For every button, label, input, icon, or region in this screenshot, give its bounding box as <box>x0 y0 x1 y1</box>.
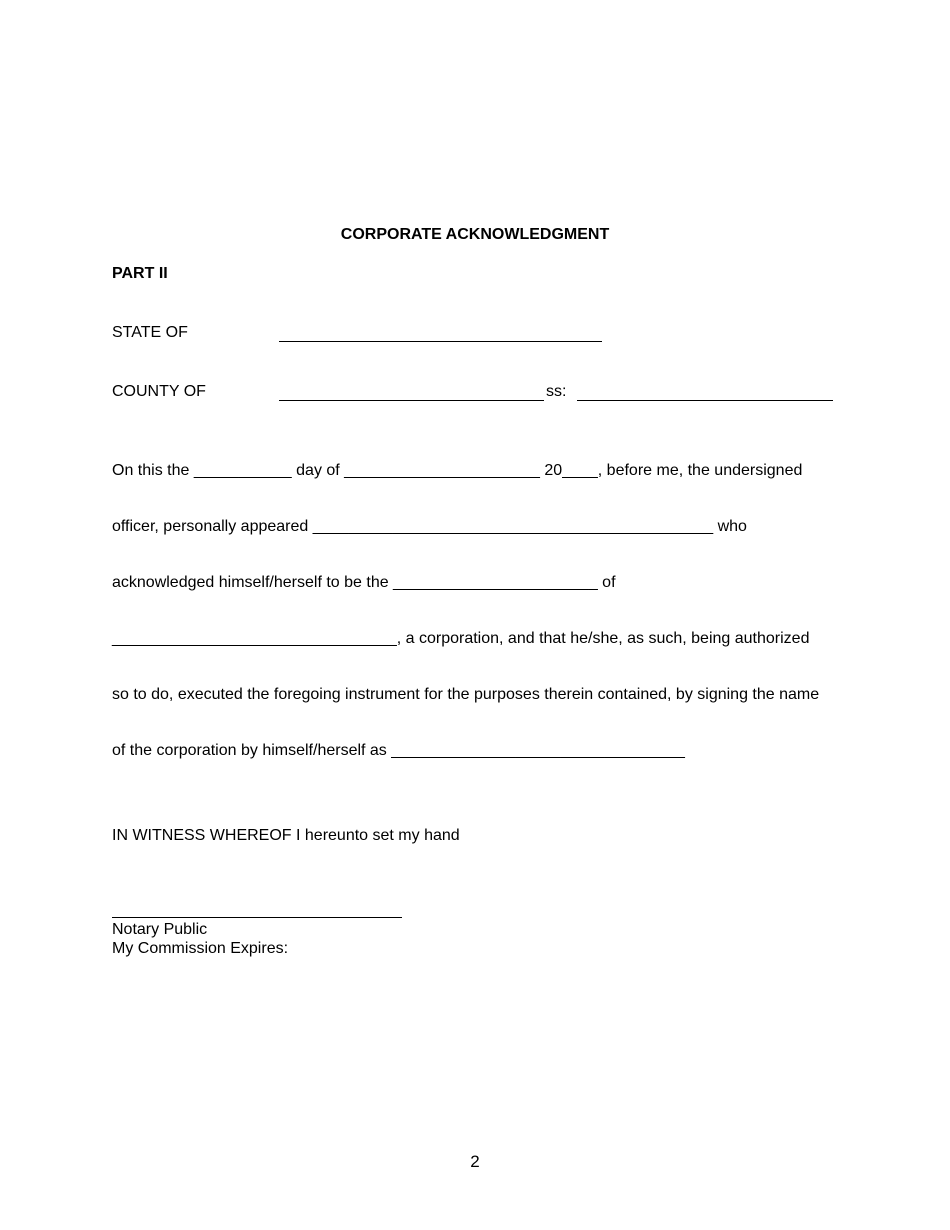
acknowledgment-line-3: acknowledged himself/herself to be the _______________________ of <box>112 574 616 591</box>
notary-label: Notary Public <box>112 921 208 938</box>
witness-statement: IN WITNESS WHEREOF I hereunto set my hand <box>112 827 460 844</box>
acknowledgment-line-2: officer, personally appeared _____________________________________________ who <box>112 518 747 535</box>
part-heading: PART II <box>112 265 168 282</box>
acknowledgment-line-6: of the corporation by himself/herself as _________________________________ <box>112 742 685 759</box>
page-number: 2 <box>470 1152 480 1171</box>
county-label: COUNTY OF <box>112 383 206 400</box>
acknowledgment-line-4: ________________________________, a corporation, and that he/she, as such, being authorized <box>112 630 810 647</box>
county-blank[interactable] <box>279 400 544 401</box>
commission-expires-label: My Commission Expires: <box>112 940 289 957</box>
notary-signature-line[interactable] <box>112 917 402 918</box>
acknowledgment-line-1: On this the ___________ day of ______________________ 20____, before me, the undersigned <box>112 462 803 479</box>
ss-blank[interactable] <box>577 400 833 401</box>
state-label: STATE OF <box>112 324 188 341</box>
state-blank[interactable] <box>279 341 602 342</box>
acknowledgment-line-5: so to do, executed the foregoing instrument for the purposes therein contained, by signing the name <box>112 686 820 703</box>
document-title: CORPORATE ACKNOWLEDGMENT <box>340 226 610 243</box>
ss-label: ss: <box>546 383 567 400</box>
